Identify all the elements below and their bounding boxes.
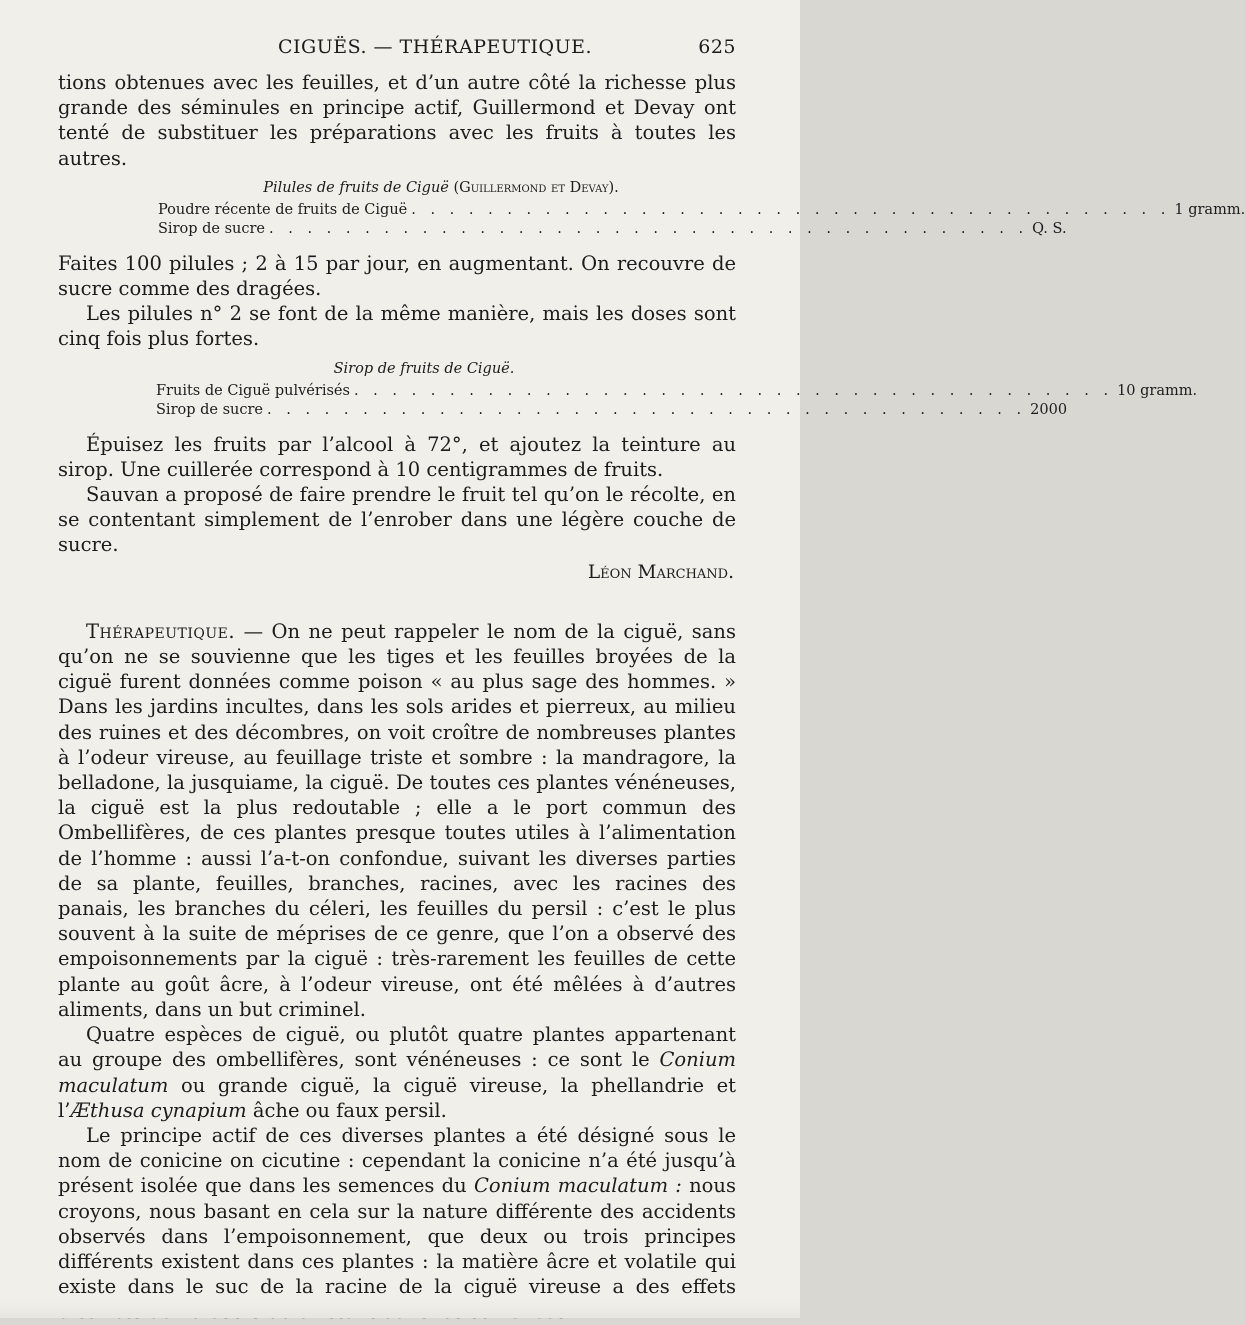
text-run: nous croyons, nous basant en cela sur la nature différente des accidents observés dans l’empoisonnement, que deux ou trois principes différents existent dans ces plantes : la matière âcre et volatile qui existe dans le suc de la racine de la ciguë vireuse a des effets bbox=[58, 1174, 736, 1299]
text-run: Quatre espèces de ciguë, ou plutôt quatre plantes appartenant au groupe des ombellifères, sont vénéneuses : ce sont le bbox=[58, 1023, 736, 1072]
recipe-authors: (Guillermond et Devay). bbox=[453, 179, 619, 196]
recipe-ingredient: Poudre récente de fruits de Ciguë bbox=[158, 201, 408, 218]
recipe-quantity: 2000 bbox=[1030, 401, 1068, 418]
text-run: âche ou faux persil. bbox=[246, 1098, 447, 1122]
paragraph: Sauvan a proposé de faire prendre le fruit tel qu’on le récolte, en se contentant simplement de l’enrober dans une légère couche de sucre. bbox=[58, 483, 736, 557]
running-head-title: CIGUËS. — THÉRAPEUTIQUE. bbox=[278, 36, 593, 58]
recipe-title bbox=[158, 179, 724, 198]
recipe-row bbox=[158, 201, 1245, 220]
recipe-title-text: Sirop de fruits de Ciguë. bbox=[333, 360, 515, 377]
recipe-title bbox=[156, 360, 692, 379]
recipe-ingredient: Fruits de Ciguë pulvérisés bbox=[156, 382, 350, 399]
species-name: Conium maculatum bbox=[58, 1048, 736, 1097]
recipe-ingredient: Sirop de sucre bbox=[158, 220, 266, 237]
paragraph: Épuisez les fruits par l’alcool à 72°, et ajoutez la teinture au sirop. Une cuillerée correspond à 10 centigrammes de fruits. bbox=[58, 432, 736, 481]
recipe-row bbox=[156, 401, 1068, 420]
recipe-row bbox=[158, 220, 1067, 239]
text-run: Le principe actif de ces diverses plantes a été désigné sous le nom de conicine on cicutine : cependant la conicine n’a été jusqu’à présent isolée que dans les semences du bbox=[58, 1123, 736, 1198]
paragraph-principle bbox=[58, 1123, 736, 1325]
dot-leader: . . . . . . . . . . . . . . . . . . . . . . . . . . . . . . . . . . . . . . . . bbox=[267, 401, 1027, 418]
page-number: 625 bbox=[698, 36, 736, 58]
recipe-row bbox=[156, 382, 1198, 401]
paragraph: Faites 100 pilules ; 2 à 15 par jour, en augmentant. On recouvre de sucre comme des dragées. bbox=[58, 251, 736, 301]
species-name: Æthusa cynapium bbox=[70, 1098, 247, 1122]
dot-leader: . . . . . . . . . . . . . . . . . . . . . . . . . . . . . . . . . . . . . . . . bbox=[353, 382, 1114, 399]
recipe-quantity: 10 gramm. bbox=[1117, 382, 1198, 399]
recipe-sirop bbox=[58, 360, 1198, 420]
section-heading: Thérapeutique. bbox=[86, 619, 236, 643]
species-name: Conium maculatum : bbox=[473, 1174, 682, 1198]
recipe-title-text: Pilules de fruits de Ciguë bbox=[263, 179, 449, 196]
section-therapeutique bbox=[58, 619, 736, 1022]
running-head bbox=[58, 36, 736, 70]
author-signature: Léon Marchand. bbox=[587, 561, 734, 583]
recipe-pilules bbox=[58, 179, 1245, 239]
paragraph-continuation: tions obtenues avec les feuilles, et d’un autre côté la richesse plus grande des séminules en principe actif, Guillermond et Devay ont tenté de substituer les préparations avec les fruits à toutes les autres. bbox=[58, 71, 736, 170]
dot-leader: . . . . . . . . . . . . . . . . . . . . . . . . . . . . . . . . . . . . . . . . bbox=[269, 220, 1029, 237]
section-text: — On ne peut rappeler le nom de la ciguë, sans qu’on ne se souvienne que les tiges et les feuilles broyées de la ciguë furent données comme poison « au plus sage des hommes. » Dans les jardins incultes, dans les sols arides et pierreux, au milieu des ruines et des décombres, on voit croître de nombreuses plantes à l’odeur vireuse, au feuillage triste et sombre : la mandragore, la belladone, la jusquiame, la ciguë. De toutes ces plantes vénéneuses, la ciguë est la plus redoutable ; elle a le port commun des Ombellifères, de ces plantes presque toutes utiles à l’alimentation de l’homme : aussi l’a-t-on confondue, suivant les diverses parties de sa plante, feuilles, branches, racines, avec les racines des panais, les branches du céleri, les feuilles du persil : c’est le plus souvent à la suite de méprises de ce genre, que l’on a observé des empoisonnements par la ciguë : très-rarement les feuilles de cette plante au goût âcre, à l’odeur vireuse, ont été mêlées à d’autres aliments, dans un but criminel. bbox=[58, 619, 736, 1021]
recipe-quantity: Q. S. bbox=[1032, 220, 1067, 237]
dot-leader: . . . . . . . . . . . . . . . . . . . . . . . . . . . . . . . . . . . . . . . . bbox=[411, 201, 1171, 218]
paragraph: Les pilules n° 2 se font de la même manière, mais les doses sont cinq fois plus fortes. bbox=[58, 302, 736, 351]
page-bottom-edge bbox=[0, 1300, 800, 1318]
recipe-ingredient: Sirop de sucre bbox=[156, 401, 264, 418]
page-body bbox=[58, 70, 1245, 1325]
recipe-quantity: 1 gramm. bbox=[1174, 201, 1245, 218]
text-run: ou grande ciguë, la ciguë vireuse, la phellandrie et l’ bbox=[58, 1073, 736, 1122]
paragraph-species bbox=[58, 1022, 736, 1123]
